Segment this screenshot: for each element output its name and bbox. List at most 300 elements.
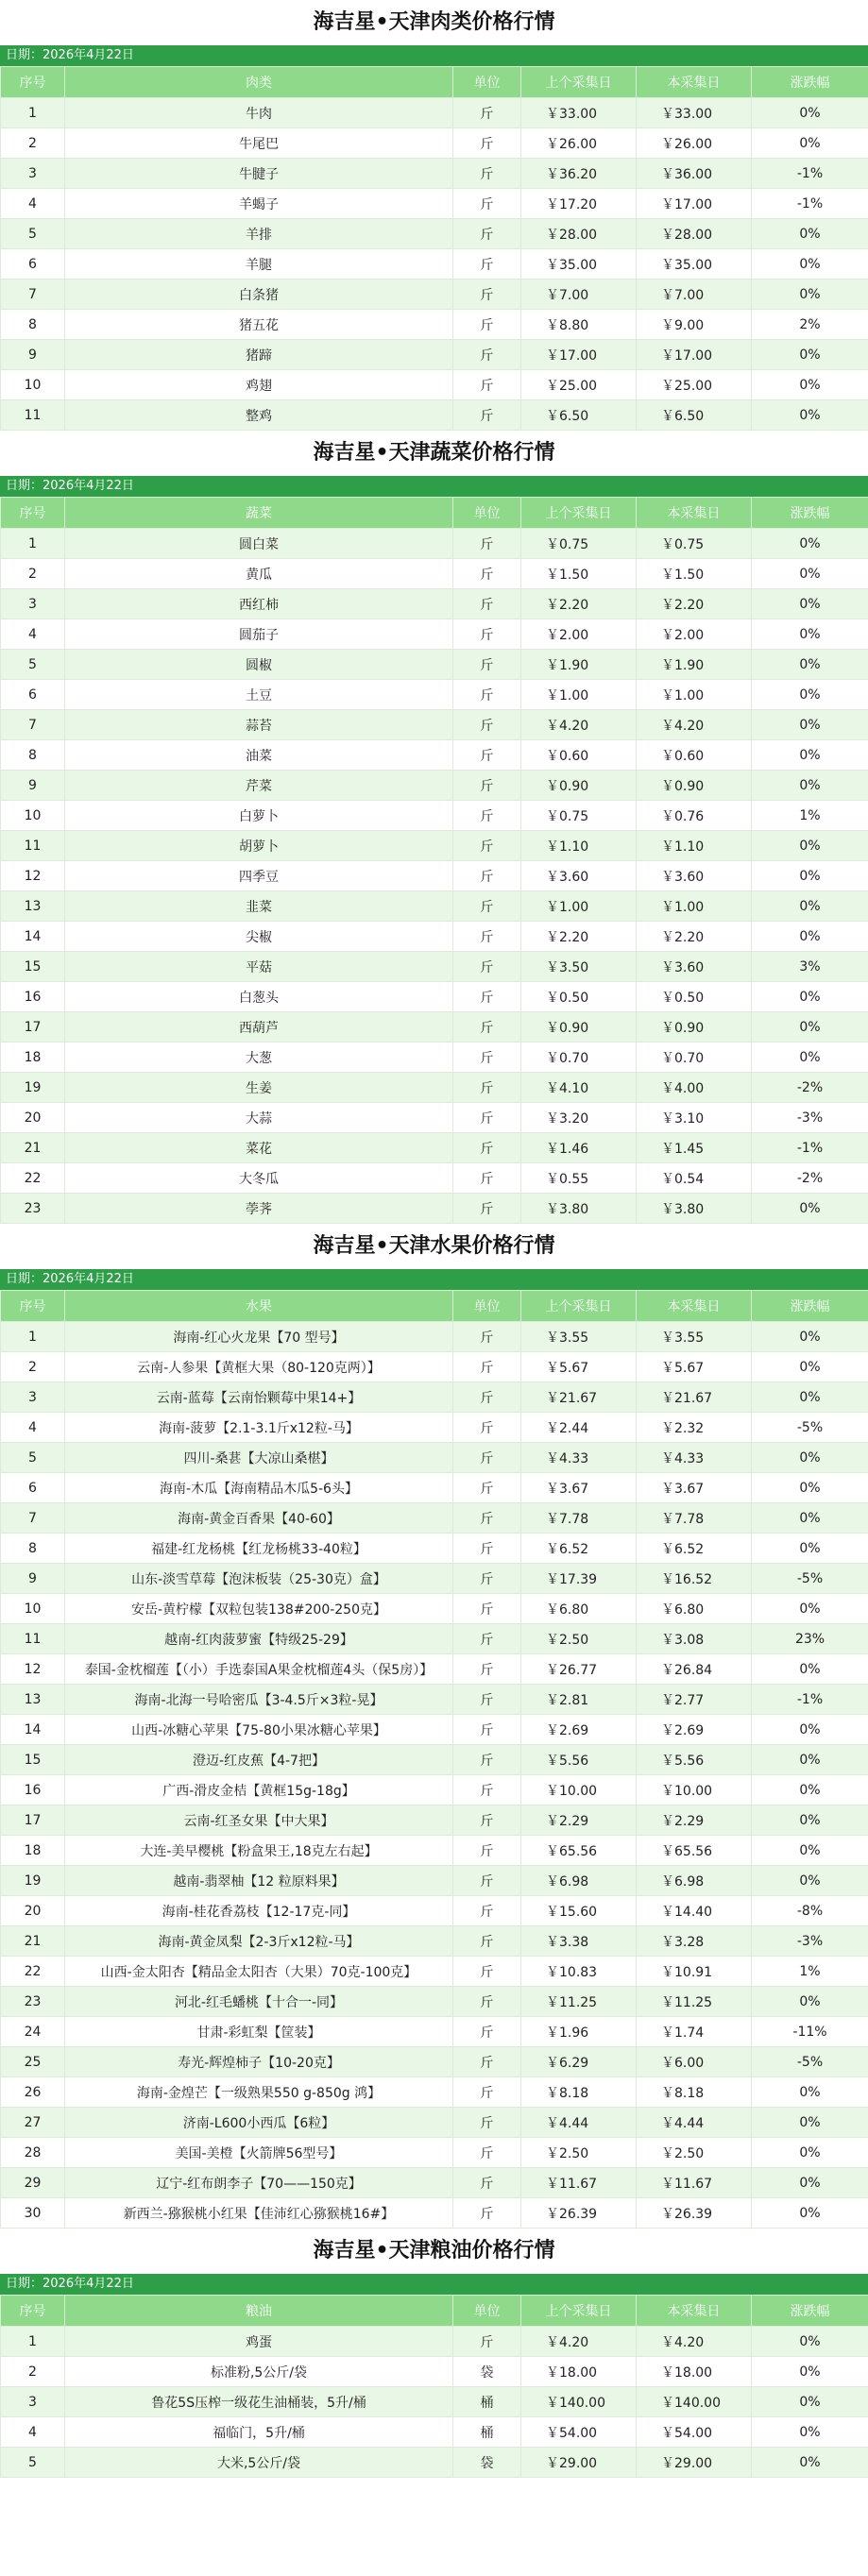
table-row bbox=[1, 128, 868, 159]
item-unit: 斤 bbox=[453, 2198, 521, 2229]
header-index: 序号 bbox=[1, 67, 65, 98]
cur-price: ￥2.20 bbox=[637, 922, 752, 952]
price-change: -5% bbox=[752, 1413, 868, 1443]
cur-price: ￥2.00 bbox=[637, 619, 752, 650]
prev-price: ￥0.55 bbox=[521, 1163, 637, 1194]
cur-price: ￥2.77 bbox=[637, 1685, 752, 1715]
item-name: 胡萝卜 bbox=[65, 831, 453, 861]
table-row bbox=[1, 529, 868, 559]
cur-price: ￥2.50 bbox=[637, 2138, 752, 2168]
price-change: 0% bbox=[752, 2387, 868, 2417]
table-row bbox=[1, 2108, 868, 2138]
row-index: 18 bbox=[1, 1836, 65, 1866]
price-change: 0% bbox=[752, 771, 868, 801]
item-name: 芹菜 bbox=[65, 771, 453, 801]
cur-price: ￥17.00 bbox=[637, 189, 752, 219]
item-name: 牛肉 bbox=[65, 98, 453, 128]
item-unit: 斤 bbox=[453, 128, 521, 159]
prev-price: ￥4.10 bbox=[521, 1073, 637, 1103]
row-index: 4 bbox=[1, 619, 65, 650]
table-row bbox=[1, 2327, 868, 2357]
item-unit: 斤 bbox=[453, 219, 521, 249]
price-change: -11% bbox=[752, 2017, 868, 2047]
cur-price: ￥9.00 bbox=[637, 310, 752, 340]
row-index: 1 bbox=[1, 529, 65, 559]
table-row bbox=[1, 280, 868, 310]
item-name: 白葱头 bbox=[65, 982, 453, 1012]
cur-price: ￥5.67 bbox=[637, 1352, 752, 1382]
header-unit: 单位 bbox=[453, 2296, 521, 2327]
row-index: 19 bbox=[1, 1866, 65, 1896]
table-row bbox=[1, 1745, 868, 1775]
prev-price: ￥29.00 bbox=[521, 2448, 637, 2478]
item-name: 白萝卜 bbox=[65, 801, 453, 831]
row-index: 14 bbox=[1, 1715, 65, 1745]
cur-price: ￥2.20 bbox=[637, 589, 752, 619]
item-name: 云南-红圣女果【中大果】 bbox=[65, 1805, 453, 1836]
header-change: 涨跌幅 bbox=[752, 1291, 868, 1322]
cur-price: ￥0.54 bbox=[637, 1163, 752, 1194]
row-index: 7 bbox=[1, 710, 65, 740]
row-index: 8 bbox=[1, 1534, 65, 1564]
price-change: 0% bbox=[752, 1594, 868, 1624]
item-name: 山西-金太阳杏【精品金太阳杏（大果）70克-100克】 bbox=[65, 1957, 453, 1987]
row-index: 3 bbox=[1, 1382, 65, 1413]
price-change: -8% bbox=[752, 1896, 868, 1926]
table-row bbox=[1, 1042, 868, 1073]
table-row bbox=[1, 1194, 868, 1224]
table-row bbox=[1, 680, 868, 710]
item-unit: 斤 bbox=[453, 1654, 521, 1685]
table-row bbox=[1, 619, 868, 650]
prev-price: ￥3.20 bbox=[521, 1103, 637, 1133]
item-unit: 斤 bbox=[453, 340, 521, 370]
table-row bbox=[1, 1564, 868, 1594]
item-unit: 斤 bbox=[453, 310, 521, 340]
table-row bbox=[1, 249, 868, 280]
prev-price: ￥35.00 bbox=[521, 249, 637, 280]
prev-price: ￥2.20 bbox=[521, 589, 637, 619]
prev-price: ￥26.77 bbox=[521, 1654, 637, 1685]
table-row bbox=[1, 710, 868, 740]
table-row bbox=[1, 1715, 868, 1745]
row-index: 13 bbox=[1, 1685, 65, 1715]
table-row bbox=[1, 1685, 868, 1715]
item-unit: 斤 bbox=[453, 740, 521, 771]
price-change: 0% bbox=[752, 2357, 868, 2387]
prev-price: ￥10.00 bbox=[521, 1775, 637, 1805]
cur-price: ￥35.00 bbox=[637, 249, 752, 280]
item-name: 海南-黄金凤梨【2-3斤x12粒-马】 bbox=[65, 1926, 453, 1957]
prev-price: ￥6.29 bbox=[521, 2047, 637, 2077]
row-index: 12 bbox=[1, 861, 65, 891]
item-name: 黄瓜 bbox=[65, 559, 453, 589]
item-name: 尖椒 bbox=[65, 922, 453, 952]
cur-price: ￥3.67 bbox=[637, 1473, 752, 1503]
prev-price: ￥2.50 bbox=[521, 1624, 637, 1654]
table-row bbox=[1, 1073, 868, 1103]
cur-price: ￥3.10 bbox=[637, 1103, 752, 1133]
item-unit: 斤 bbox=[453, 861, 521, 891]
price-change: 0% bbox=[752, 98, 868, 128]
header-cur-price: 本采集日 bbox=[637, 498, 752, 529]
price-change: -5% bbox=[752, 2047, 868, 2077]
prev-price: ￥3.67 bbox=[521, 1473, 637, 1503]
table-row bbox=[1, 219, 868, 249]
row-index: 2 bbox=[1, 128, 65, 159]
table-row bbox=[1, 1163, 868, 1194]
item-name: 泰国-金枕榴莲【（小）手选泰国A果金枕榴莲4头（保5房）】 bbox=[65, 1654, 453, 1685]
cur-price: ￥6.98 bbox=[637, 1866, 752, 1896]
header-cur-price: 本采集日 bbox=[637, 2296, 752, 2327]
table-row bbox=[1, 2417, 868, 2448]
prev-price: ￥54.00 bbox=[521, 2417, 637, 2448]
price-change: 0% bbox=[752, 1715, 868, 1745]
item-unit: 斤 bbox=[453, 801, 521, 831]
price-change: -2% bbox=[752, 1163, 868, 1194]
item-name: 韭菜 bbox=[65, 891, 453, 922]
item-unit: 斤 bbox=[453, 280, 521, 310]
table-header-row bbox=[1, 1291, 868, 1322]
table-row bbox=[1, 922, 868, 952]
prev-price: ￥2.69 bbox=[521, 1715, 637, 1745]
price-change: 0% bbox=[752, 1503, 868, 1534]
prev-price: ￥3.80 bbox=[521, 1194, 637, 1224]
row-index: 27 bbox=[1, 2108, 65, 2138]
price-change: -2% bbox=[752, 1073, 868, 1103]
price-change: 0% bbox=[752, 619, 868, 650]
prev-price: ￥3.50 bbox=[521, 952, 637, 982]
prev-price: ￥36.20 bbox=[521, 159, 637, 189]
price-change: 0% bbox=[752, 400, 868, 431]
table-row bbox=[1, 1503, 868, 1534]
item-unit: 斤 bbox=[453, 98, 521, 128]
cur-price: ￥26.39 bbox=[637, 2198, 752, 2229]
item-unit: 斤 bbox=[453, 1775, 521, 1805]
cur-price: ￥4.20 bbox=[637, 710, 752, 740]
price-change: 0% bbox=[752, 1745, 868, 1775]
cur-price: ￥14.40 bbox=[637, 1896, 752, 1926]
table-row bbox=[1, 1103, 868, 1133]
cur-price: ￥3.28 bbox=[637, 1926, 752, 1957]
prev-price: ￥2.50 bbox=[521, 2138, 637, 2168]
item-unit: 斤 bbox=[453, 1012, 521, 1042]
cur-price: ￥0.90 bbox=[637, 771, 752, 801]
cur-price: ￥25.00 bbox=[637, 370, 752, 400]
item-unit: 袋 bbox=[453, 2357, 521, 2387]
prev-price: ￥2.00 bbox=[521, 619, 637, 650]
item-name: 油菜 bbox=[65, 740, 453, 771]
price-change: 0% bbox=[752, 680, 868, 710]
section-title: 海吉星•天津肉类价格行情 bbox=[0, 0, 868, 45]
item-name: 山西-冰糖心苹果【75-80小果冰糖心苹果】 bbox=[65, 1715, 453, 1745]
table-row bbox=[1, 831, 868, 861]
price-change: -1% bbox=[752, 159, 868, 189]
table-row bbox=[1, 1352, 868, 1382]
price-change: 0% bbox=[752, 740, 868, 771]
cur-price: ￥36.00 bbox=[637, 159, 752, 189]
price-change: 0% bbox=[752, 2448, 868, 2478]
item-unit: 斤 bbox=[453, 1926, 521, 1957]
table-row bbox=[1, 159, 868, 189]
row-index: 28 bbox=[1, 2138, 65, 2168]
cur-price: ￥2.32 bbox=[637, 1413, 752, 1443]
prev-price: ￥0.60 bbox=[521, 740, 637, 771]
row-index: 5 bbox=[1, 1443, 65, 1473]
cur-price: ￥4.00 bbox=[637, 1073, 752, 1103]
cur-price: ￥28.00 bbox=[637, 219, 752, 249]
table-header-row bbox=[1, 2296, 868, 2327]
table-row bbox=[1, 589, 868, 619]
item-unit: 袋 bbox=[453, 2448, 521, 2478]
item-unit: 斤 bbox=[453, 1534, 521, 1564]
table-row bbox=[1, 2047, 868, 2077]
item-unit: 斤 bbox=[453, 982, 521, 1012]
row-index: 30 bbox=[1, 2198, 65, 2229]
table-row bbox=[1, 98, 868, 128]
cur-price: ￥0.50 bbox=[637, 982, 752, 1012]
item-name: 蒜苔 bbox=[65, 710, 453, 740]
header-category: 蔬菜 bbox=[65, 498, 453, 529]
cur-price: ￥29.00 bbox=[637, 2448, 752, 2478]
price-change: 0% bbox=[752, 2108, 868, 2138]
price-change: 1% bbox=[752, 801, 868, 831]
item-name: 牛腱子 bbox=[65, 159, 453, 189]
item-unit: 斤 bbox=[453, 1896, 521, 1926]
price-change: 0% bbox=[752, 1805, 868, 1836]
header-cur-price: 本采集日 bbox=[637, 1291, 752, 1322]
item-unit: 斤 bbox=[453, 2017, 521, 2047]
row-index: 4 bbox=[1, 1413, 65, 1443]
header-cur-price: 本采集日 bbox=[637, 67, 752, 98]
item-name: 大米,5公斤/袋 bbox=[65, 2448, 453, 2478]
item-unit: 斤 bbox=[453, 680, 521, 710]
item-unit: 斤 bbox=[453, 400, 521, 431]
table-row bbox=[1, 2387, 868, 2417]
table-row bbox=[1, 1624, 868, 1654]
row-index: 17 bbox=[1, 1012, 65, 1042]
table-row bbox=[1, 370, 868, 400]
row-index: 10 bbox=[1, 801, 65, 831]
prev-price: ￥4.20 bbox=[521, 710, 637, 740]
item-unit: 斤 bbox=[453, 650, 521, 680]
cur-price: ￥3.80 bbox=[637, 1194, 752, 1224]
item-unit: 斤 bbox=[453, 1103, 521, 1133]
prev-price: ￥17.39 bbox=[521, 1564, 637, 1594]
item-unit: 斤 bbox=[453, 2138, 521, 2168]
prev-price: ￥25.00 bbox=[521, 370, 637, 400]
cur-price: ￥4.44 bbox=[637, 2108, 752, 2138]
item-name: 海南-红心火龙果【70 型号】 bbox=[65, 1322, 453, 1352]
price-change: 0% bbox=[752, 2198, 868, 2229]
date-label: 日期：2026年4月22日 bbox=[0, 476, 868, 497]
header-change: 涨跌幅 bbox=[752, 2296, 868, 2327]
price-change: 0% bbox=[752, 2138, 868, 2168]
price-change: 0% bbox=[752, 2327, 868, 2357]
cur-price: ￥1.50 bbox=[637, 559, 752, 589]
item-name: 圆椒 bbox=[65, 650, 453, 680]
prev-price: ￥8.80 bbox=[521, 310, 637, 340]
item-unit: 斤 bbox=[453, 589, 521, 619]
item-unit: 斤 bbox=[453, 159, 521, 189]
prev-price: ￥0.90 bbox=[521, 771, 637, 801]
table-row bbox=[1, 2168, 868, 2198]
prev-price: ￥1.96 bbox=[521, 2017, 637, 2047]
price-change: 0% bbox=[752, 1473, 868, 1503]
price-change: 0% bbox=[752, 861, 868, 891]
price-table bbox=[0, 2295, 868, 2478]
item-name: 越南-翡翠柚【12 粒原料果】 bbox=[65, 1866, 453, 1896]
item-name: 福临门，5升/桶 bbox=[65, 2417, 453, 2448]
price-table bbox=[0, 1290, 868, 2229]
header-prev-price: 上个采集日 bbox=[521, 1291, 637, 1322]
row-index: 16 bbox=[1, 982, 65, 1012]
price-change: 0% bbox=[752, 650, 868, 680]
item-unit: 斤 bbox=[453, 1413, 521, 1443]
row-index: 21 bbox=[1, 1133, 65, 1163]
cur-price: ￥6.50 bbox=[637, 400, 752, 431]
cur-price: ￥0.76 bbox=[637, 801, 752, 831]
header-prev-price: 上个采集日 bbox=[521, 67, 637, 98]
section-title: 海吉星•天津粮油价格行情 bbox=[0, 2229, 868, 2274]
row-index: 10 bbox=[1, 1594, 65, 1624]
row-index: 11 bbox=[1, 1624, 65, 1654]
row-index: 6 bbox=[1, 1473, 65, 1503]
row-index: 6 bbox=[1, 680, 65, 710]
prev-price: ￥1.90 bbox=[521, 650, 637, 680]
cur-price: ￥3.08 bbox=[637, 1624, 752, 1654]
prev-price: ￥3.60 bbox=[521, 861, 637, 891]
row-index: 9 bbox=[1, 1564, 65, 1594]
item-unit: 斤 bbox=[453, 1133, 521, 1163]
item-name: 羊排 bbox=[65, 219, 453, 249]
item-unit: 斤 bbox=[453, 1163, 521, 1194]
item-unit: 斤 bbox=[453, 1042, 521, 1073]
cur-price: ￥65.56 bbox=[637, 1836, 752, 1866]
table-row bbox=[1, 1775, 868, 1805]
item-name: 生姜 bbox=[65, 1073, 453, 1103]
prev-price: ￥0.90 bbox=[521, 1012, 637, 1042]
section-title: 海吉星•天津蔬菜价格行情 bbox=[0, 431, 868, 476]
prev-price: ￥33.00 bbox=[521, 98, 637, 128]
price-change: 3% bbox=[752, 952, 868, 982]
prev-price: ￥140.00 bbox=[521, 2387, 637, 2417]
item-name: 寿光-辉煌柿子【10-20克】 bbox=[65, 2047, 453, 2077]
cur-price: ￥1.00 bbox=[637, 680, 752, 710]
price-change: 0% bbox=[752, 219, 868, 249]
price-change: 1% bbox=[752, 1957, 868, 1987]
prev-price: ￥6.52 bbox=[521, 1534, 637, 1564]
prev-price: ￥2.81 bbox=[521, 1685, 637, 1715]
cur-price: ￥7.00 bbox=[637, 280, 752, 310]
prev-price: ￥1.10 bbox=[521, 831, 637, 861]
item-name: 西葫芦 bbox=[65, 1012, 453, 1042]
prev-price: ￥11.25 bbox=[521, 1987, 637, 2017]
prev-price: ￥7.78 bbox=[521, 1503, 637, 1534]
cur-price: ￥4.20 bbox=[637, 2327, 752, 2357]
header-index: 序号 bbox=[1, 498, 65, 529]
cur-price: ￥6.52 bbox=[637, 1534, 752, 1564]
price-change: 0% bbox=[752, 370, 868, 400]
row-index: 10 bbox=[1, 370, 65, 400]
item-unit: 斤 bbox=[453, 370, 521, 400]
price-change: 0% bbox=[752, 1194, 868, 1224]
table-row bbox=[1, 1987, 868, 2017]
row-index: 21 bbox=[1, 1926, 65, 1957]
item-name: 荸荠 bbox=[65, 1194, 453, 1224]
prev-price: ￥26.39 bbox=[521, 2198, 637, 2229]
table-row bbox=[1, 1594, 868, 1624]
item-unit: 斤 bbox=[453, 1473, 521, 1503]
table-row bbox=[1, 952, 868, 982]
item-unit: 斤 bbox=[453, 529, 521, 559]
table-row bbox=[1, 650, 868, 680]
row-index: 2 bbox=[1, 1352, 65, 1382]
cur-price: ￥3.55 bbox=[637, 1322, 752, 1352]
cur-price: ￥6.00 bbox=[637, 2047, 752, 2077]
table-header-row bbox=[1, 67, 868, 98]
price-table bbox=[0, 497, 868, 1224]
item-name: 云南-人参果【黄框大果（80-120克两）】 bbox=[65, 1352, 453, 1382]
item-name: 大蒜 bbox=[65, 1103, 453, 1133]
item-name: 福建-红龙杨桃【红龙杨桃33-40粒】 bbox=[65, 1534, 453, 1564]
cur-price: ￥3.60 bbox=[637, 952, 752, 982]
prev-price: ￥7.00 bbox=[521, 280, 637, 310]
item-name: 羊腿 bbox=[65, 249, 453, 280]
price-change: -1% bbox=[752, 189, 868, 219]
prev-price: ￥17.00 bbox=[521, 340, 637, 370]
header-index: 序号 bbox=[1, 1291, 65, 1322]
item-unit: 斤 bbox=[453, 952, 521, 982]
price-change: 0% bbox=[752, 2077, 868, 2108]
cur-price: ￥16.52 bbox=[637, 1564, 752, 1594]
price-change: -5% bbox=[752, 1564, 868, 1594]
item-name: 猪五花 bbox=[65, 310, 453, 340]
table-row bbox=[1, 2198, 868, 2229]
prev-price: ￥10.83 bbox=[521, 1957, 637, 1987]
item-unit: 斤 bbox=[453, 2047, 521, 2077]
table-row bbox=[1, 310, 868, 340]
row-index: 15 bbox=[1, 1745, 65, 1775]
item-unit: 斤 bbox=[453, 1685, 521, 1715]
row-index: 29 bbox=[1, 2168, 65, 2198]
prev-price: ￥1.46 bbox=[521, 1133, 637, 1163]
item-unit: 斤 bbox=[453, 891, 521, 922]
item-unit: 斤 bbox=[453, 1866, 521, 1896]
prev-price: ￥5.67 bbox=[521, 1352, 637, 1382]
price-change: -1% bbox=[752, 1685, 868, 1715]
item-unit: 斤 bbox=[453, 1745, 521, 1775]
prev-price: ￥0.75 bbox=[521, 801, 637, 831]
row-index: 16 bbox=[1, 1775, 65, 1805]
item-name: 大连-美早樱桃【粉盒果王,18克左右起】 bbox=[65, 1836, 453, 1866]
date-label: 日期：2026年4月22日 bbox=[0, 2274, 868, 2295]
price-change: 0% bbox=[752, 1012, 868, 1042]
cur-price: ￥18.00 bbox=[637, 2357, 752, 2387]
prev-price: ￥0.70 bbox=[521, 1042, 637, 1073]
item-name: 猪蹄 bbox=[65, 340, 453, 370]
price-change: 0% bbox=[752, 340, 868, 370]
header-unit: 单位 bbox=[453, 1291, 521, 1322]
prev-price: ￥1.00 bbox=[521, 680, 637, 710]
item-name: 海南-金煌芒【一级熟果550 g-850g 鸿】 bbox=[65, 2077, 453, 2108]
price-change: 2% bbox=[752, 310, 868, 340]
row-index: 8 bbox=[1, 740, 65, 771]
prev-price: ￥2.44 bbox=[521, 1413, 637, 1443]
item-name: 广西-滑皮金桔【黄框15g-18g】 bbox=[65, 1775, 453, 1805]
price-change: 0% bbox=[752, 922, 868, 952]
cur-price: ￥2.69 bbox=[637, 1715, 752, 1745]
